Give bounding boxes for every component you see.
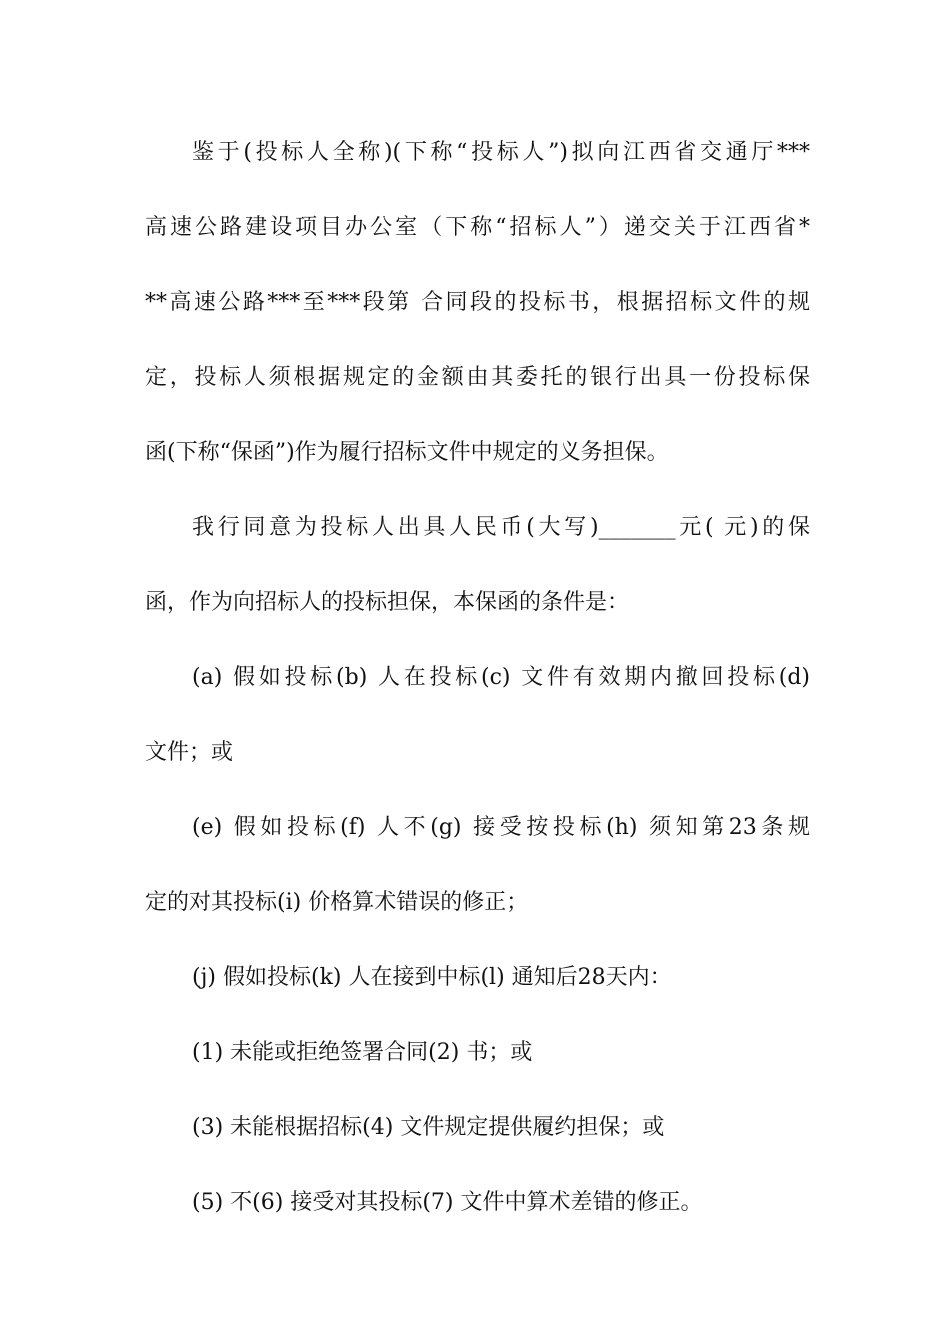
paragraph-line-10: (e) 假如投标(f) 人不(g) 接受按投标(h) 须知第23条规 [192,815,810,840]
paragraph-line-13: (1) 未能或拒绝签署合同(2) 书；或 [192,1040,533,1065]
paragraph-line-8: (a) 假如投标(b) 人在投标(c) 文件有效期内撤回投标(d) [192,665,810,690]
paragraph-line-9: 文件；或 [145,740,234,765]
paragraph-line-1: 鉴于(投标人全称)(下称“投标人”)拟向江西省交通厅*** [192,140,810,165]
paragraph-line-6: 我行同意为投标人出具人民币(大写)_______元( 元)的保 [192,515,810,540]
paragraph-line-2: 高速公路建设项目办公室（下称“招标人”）递交关于江西省* [145,215,810,240]
paragraph-line-14: (3) 未能根据招标(4) 文件规定提供履约担保；或 [192,1115,665,1140]
paragraph-line-5: 函(下称“保函”)作为履行招标文件中规定的义务担保。 [145,440,669,465]
paragraph-line-3: **高速公路***至***段第 合同段的投标书，根据招标文件的规 [145,290,810,315]
paragraph-line-4: 定，投标人须根据规定的金额由其委托的银行出具一份投标保 [145,365,810,390]
paragraph-line-7: 函，作为向招标人的投标担保，本保函的条件是： [145,590,630,615]
paragraph-line-12: (j) 假如投标(k) 人在接到中标(l) 通知后28天内： [192,965,672,990]
paragraph-line-11: 定的对其投标(i) 价格算术错误的修正； [145,890,529,915]
paragraph-line-15: (5) 不(6) 接受对其投标(7) 文件中算术差错的修正。 [192,1190,703,1215]
